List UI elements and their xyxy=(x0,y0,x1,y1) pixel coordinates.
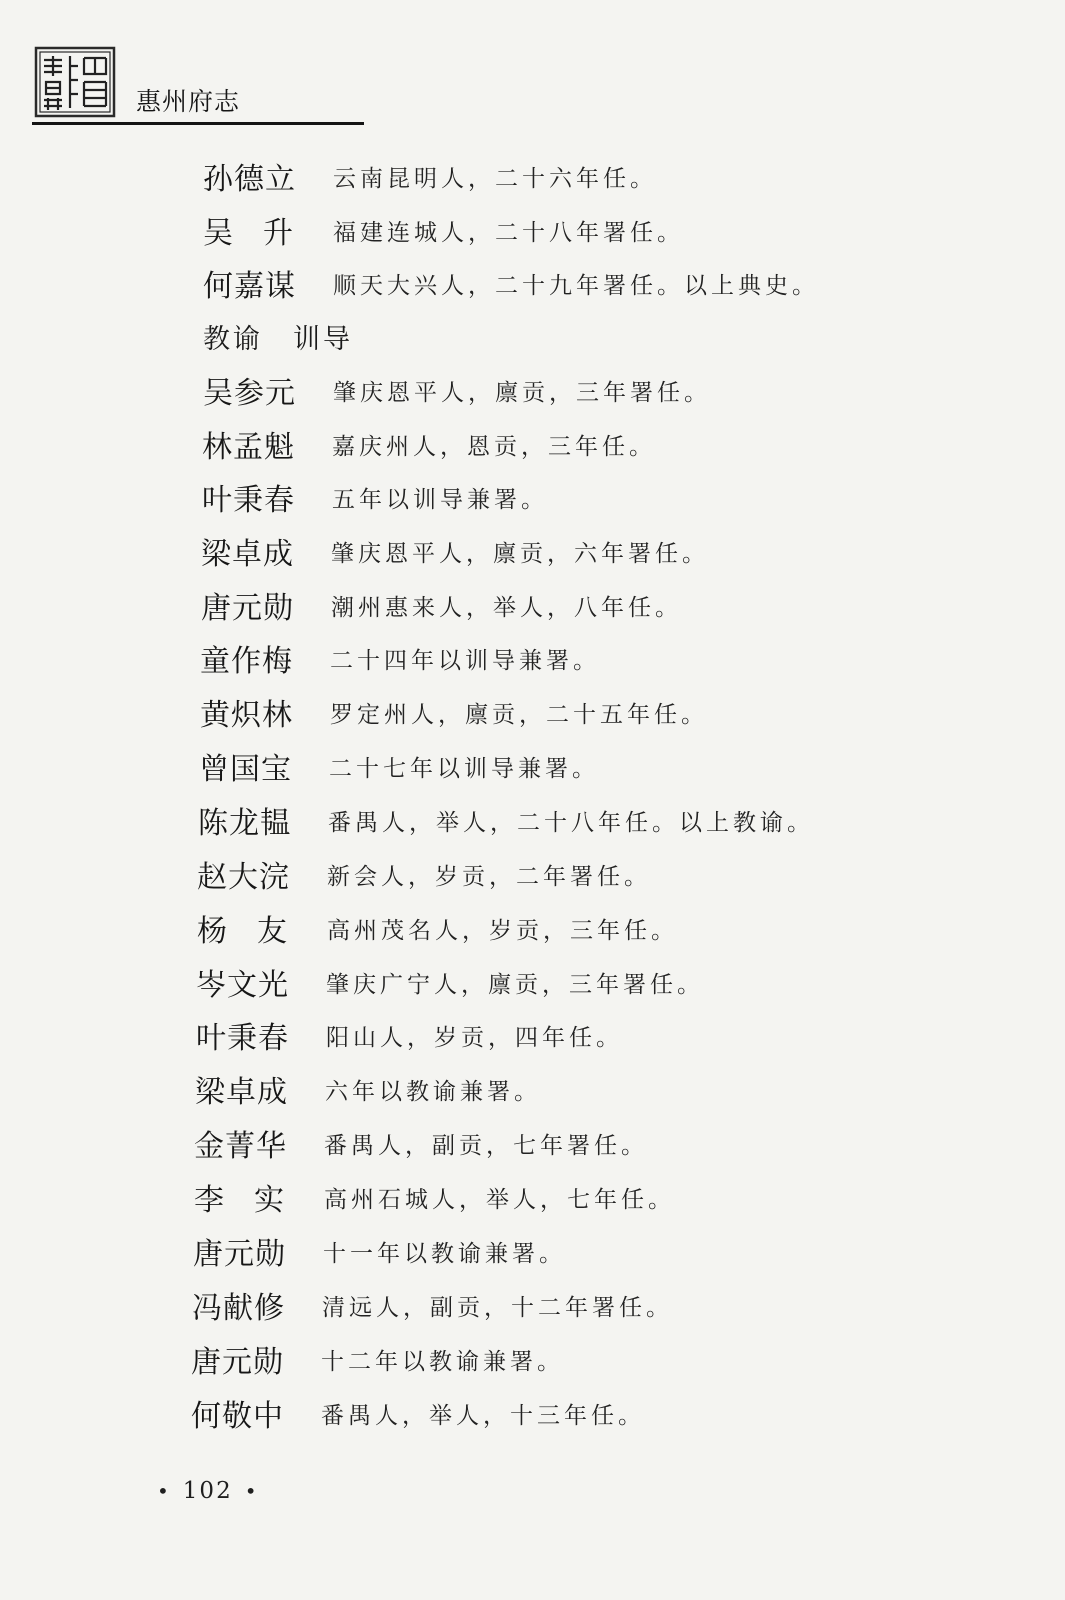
page-number: 102 xyxy=(182,1478,233,1504)
official-description: 十二年以教谕兼署。 xyxy=(321,1348,564,1375)
official-name: 杨友 xyxy=(197,914,317,949)
page-header xyxy=(32,38,364,130)
official-description: 嘉庆州人，恩贡，三年任。 xyxy=(332,433,656,460)
official-name: 何嘉谋 xyxy=(203,269,296,304)
official-name: 梁卓成 xyxy=(195,1075,288,1110)
official-name: 陈龙韫 xyxy=(198,806,291,841)
list-item xyxy=(197,848,651,900)
official-name: 童作梅 xyxy=(200,644,293,679)
book-title: 惠州府志 xyxy=(136,87,241,116)
page-footer xyxy=(145,1478,271,1504)
official-description: 十一年以教谕兼署。 xyxy=(323,1240,566,1267)
footer-dot-left: • xyxy=(157,1479,171,1503)
official-description: 番禺人，举人，二十八年任。以上教谕。 xyxy=(328,809,814,836)
header-divider xyxy=(32,122,364,125)
official-name: 吴升 xyxy=(203,216,323,251)
official-description: 罗定州人，廪贡，二十五年任。 xyxy=(330,701,708,728)
list-item xyxy=(202,418,656,470)
list-item xyxy=(198,794,814,846)
list-item xyxy=(193,1225,566,1277)
official-description: 肇庆恩平人，廪贡，六年署任。 xyxy=(331,540,709,567)
list-item xyxy=(191,1387,645,1439)
official-description: 高州石城人，举人，七年任。 xyxy=(324,1186,675,1213)
official-description: 六年以教谕兼署。 xyxy=(325,1078,541,1105)
list-item xyxy=(197,902,678,954)
list-item xyxy=(203,150,657,202)
official-name: 赵大浣 xyxy=(197,860,290,895)
official-description: 云南昆明人，二十六年任。 xyxy=(333,165,657,192)
official-name: 金菁华 xyxy=(194,1129,287,1164)
list-item xyxy=(194,1171,675,1223)
list-item xyxy=(192,1279,673,1331)
official-description: 高州茂名人，岁贡，三年任。 xyxy=(327,917,678,944)
official-name: 唐元勋 xyxy=(193,1237,286,1272)
section-heading xyxy=(203,310,353,362)
seal-logo-icon xyxy=(34,46,116,118)
official-name: 孙德立 xyxy=(203,162,296,197)
list-item xyxy=(200,632,600,684)
official-description: 肇庆恩平人，廪贡，三年署任。 xyxy=(333,379,711,406)
official-name: 林孟魁 xyxy=(202,430,295,465)
official-description: 福建连城人，二十八年署任。 xyxy=(333,219,684,246)
list-item xyxy=(201,579,682,631)
official-name: 叶秉春 xyxy=(196,1021,289,1056)
list-item xyxy=(202,471,548,523)
official-name: 冯献修 xyxy=(192,1291,285,1326)
official-name: 唐元勋 xyxy=(201,591,294,626)
official-name: 曾国宝 xyxy=(199,752,292,787)
list-item xyxy=(195,1063,541,1115)
official-description: 番禺人，副贡，七年署任。 xyxy=(324,1132,648,1159)
official-name: 岑文光 xyxy=(196,968,289,1003)
footer-dot-right: • xyxy=(244,1479,259,1503)
official-description: 番禺人，举人，十三年任。 xyxy=(321,1402,645,1429)
list-item xyxy=(196,1009,623,1061)
list-item xyxy=(203,257,819,309)
list-item xyxy=(200,686,708,738)
official-description: 顺天大兴人，二十九年署任。以上典史。 xyxy=(333,272,819,299)
official-name: 李实 xyxy=(194,1183,314,1218)
official-description: 阳山人，岁贡，四年任。 xyxy=(326,1024,623,1051)
official-description: 五年以训导兼署。 xyxy=(332,486,548,513)
list-item xyxy=(196,956,704,1008)
list-item xyxy=(201,525,709,577)
official-name: 梁卓成 xyxy=(201,537,294,572)
official-description: 清远人，副贡，十二年署任。 xyxy=(322,1294,673,1321)
list-item xyxy=(191,1333,564,1385)
list-item xyxy=(203,204,684,256)
official-description: 二十四年以训导兼署。 xyxy=(330,647,600,674)
official-name: 唐元勋 xyxy=(191,1345,284,1380)
list-item xyxy=(194,1117,648,1169)
official-name: 吴参元 xyxy=(203,376,296,411)
official-description: 潮州惠来人，举人，八年任。 xyxy=(331,594,682,621)
official-description: 二十七年以训导兼署。 xyxy=(329,755,599,782)
official-name: 叶秉春 xyxy=(202,483,295,518)
official-name: 黄炽林 xyxy=(200,698,293,733)
list-item xyxy=(203,364,711,416)
official-name: 何敬中 xyxy=(191,1399,284,1434)
list-item xyxy=(199,740,599,792)
official-description: 肇庆广宁人，廪贡，三年署任。 xyxy=(326,971,704,998)
official-description: 新会人，岁贡，二年署任。 xyxy=(327,863,651,890)
section-label: 教谕 训导 xyxy=(203,323,353,355)
